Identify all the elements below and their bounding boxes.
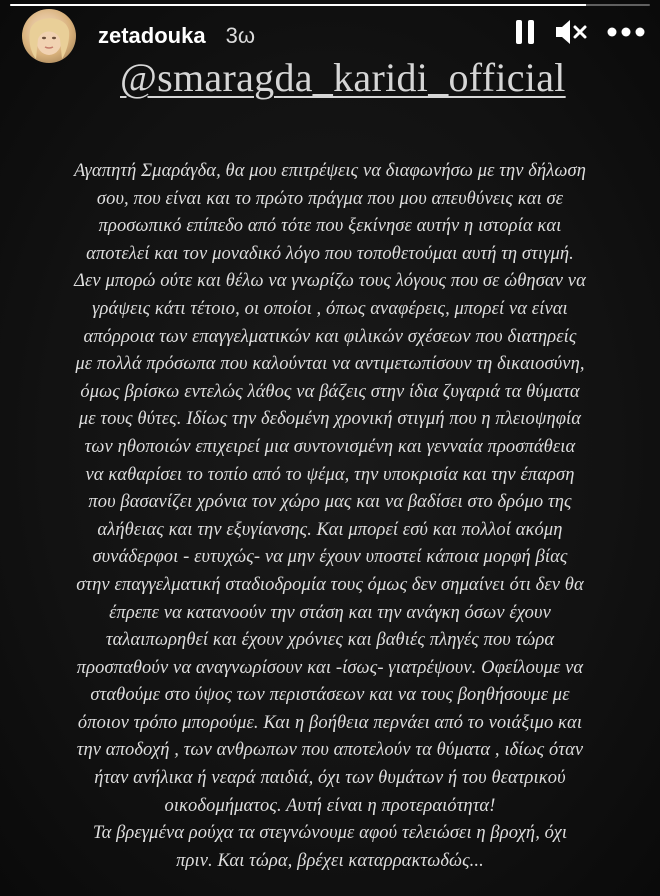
text-line: έπρεπε να κατανοούν την στάση και την ανάγκη όσων έχουν <box>109 602 551 623</box>
text-line: απόρροια των επαγγελματικών και φιλικών σχέσεων που διατηρείς <box>83 326 577 347</box>
mute-button[interactable] <box>554 18 588 46</box>
text-line: την αποδοχή , των ανθρωπων που αποτελούν τα θύματα , ιδίως όταν <box>76 740 584 761</box>
text-line: Αγαπητή Σμαράγδα, θα μου επιτρέψεις να διαφωνήσω με την δήλωση <box>73 161 587 181</box>
story-controls <box>496 18 646 46</box>
text-line: πριν. Και τώρα, βρέχει καταρρακτωδώς... <box>176 850 484 871</box>
avatar[interactable] <box>22 9 76 63</box>
text-line: προσπαθούν να αναγνωρίσουν και -ίσως- γιατρέψουν. Οφείλουμε να <box>76 657 584 678</box>
text-line: ταλαιπωρηθεί και έχουν χρόνιες και βαθιές πληγές που τώρα <box>105 630 555 651</box>
text-line: που βασανίζει χρόνια τον χώρο μας και να βαδίσει στο δρόμο της <box>88 492 572 513</box>
story-username[interactable]: zetadouka <box>98 23 206 48</box>
text-line: να καθαρίσει το τοπίο από το ψέμα, την υποκρισία και την έπαρση <box>85 464 575 485</box>
more-options-icon <box>606 26 646 38</box>
text-line: με πολλά πρόσωπα που καλούνται να αντιμετωπίσουν τη δικαιοσύνη, <box>75 354 585 375</box>
text-line: Δεν μπορώ ούτε και θέλω να γνωρίζω τους λόγους που σε ώθησαν να <box>74 271 586 292</box>
story-timestamp: 3ω <box>225 23 256 48</box>
text-line: στην επαγγελματική σταδιοδρομία τους όμως δεν σημαίνει ότι δεν θα <box>76 574 584 595</box>
text-line: αποτελεί και τον μοναδικό λόγο που τοποθετούμαι αυτή τη στιγμή. <box>86 243 574 264</box>
story-progress-bar <box>10 4 650 6</box>
text-line: σου, που είναι και το πρώτο πράγμα που μου απευθύνεις και σε <box>96 188 564 209</box>
more-options-button[interactable] <box>606 26 646 38</box>
text-line: Τα βρεγμένα ρούχα τα στεγνώνουμε αφού τελειώσει η βροχή, όχι <box>92 823 568 844</box>
text-line: συνάδερφοι - ευτυχώς- να μην έχουν υποστεί κάποια μορφή βίας <box>92 547 568 568</box>
story-text <box>16 158 644 875</box>
text-line: με τους θύτες. Ιδίως την δεδομένη χρονική στιγμή που η πλειοψηφία <box>78 409 582 430</box>
pause-button[interactable] <box>514 18 536 46</box>
text-line: οικοδομήματος. Αυτή είναι η προτεραιότητα! <box>164 795 496 816</box>
text-line: ήταν ανήλικα ή νεαρά παιδιά, όχι των θυμάτων ή του θεατρικού <box>94 768 566 789</box>
text-line: αλήθειας και την εξυγίανσης. Και μπορεί εσύ και πολλοί ακόμη <box>97 519 563 540</box>
text-line: γράψεις κάτι τέτοιο, οι οποίοι , όπως αναφέρεις, μπορεί να είναι <box>92 298 568 319</box>
text-line: σταθούμε στο ύψος των περιστάσεων και να τους βοηθήσουμε με <box>90 685 570 706</box>
text-line: όμως βρίσκω εντελώς λάθος να βάζεις στην ίδια ζυγαριά τα θύματα <box>80 381 580 402</box>
speaker-muted-icon <box>554 18 588 46</box>
text-line: των ηθοποιών επιχειρεί μια συντονισμένη και γενναία προσπάθεια <box>84 436 576 457</box>
story-progress-fill <box>10 4 586 6</box>
text-line: προσωπικό επίπεδο από τότε που ξεκίνησε αυτήν η ιστορία και <box>98 216 562 237</box>
mention-tag[interactable]: @smaragda_karidi_official <box>120 55 566 100</box>
pause-icon <box>514 18 536 46</box>
text-line: όποιον τρόπο μπορούμε. Και η βοήθεια περνάει από το νοιάξιμο και <box>77 712 583 733</box>
